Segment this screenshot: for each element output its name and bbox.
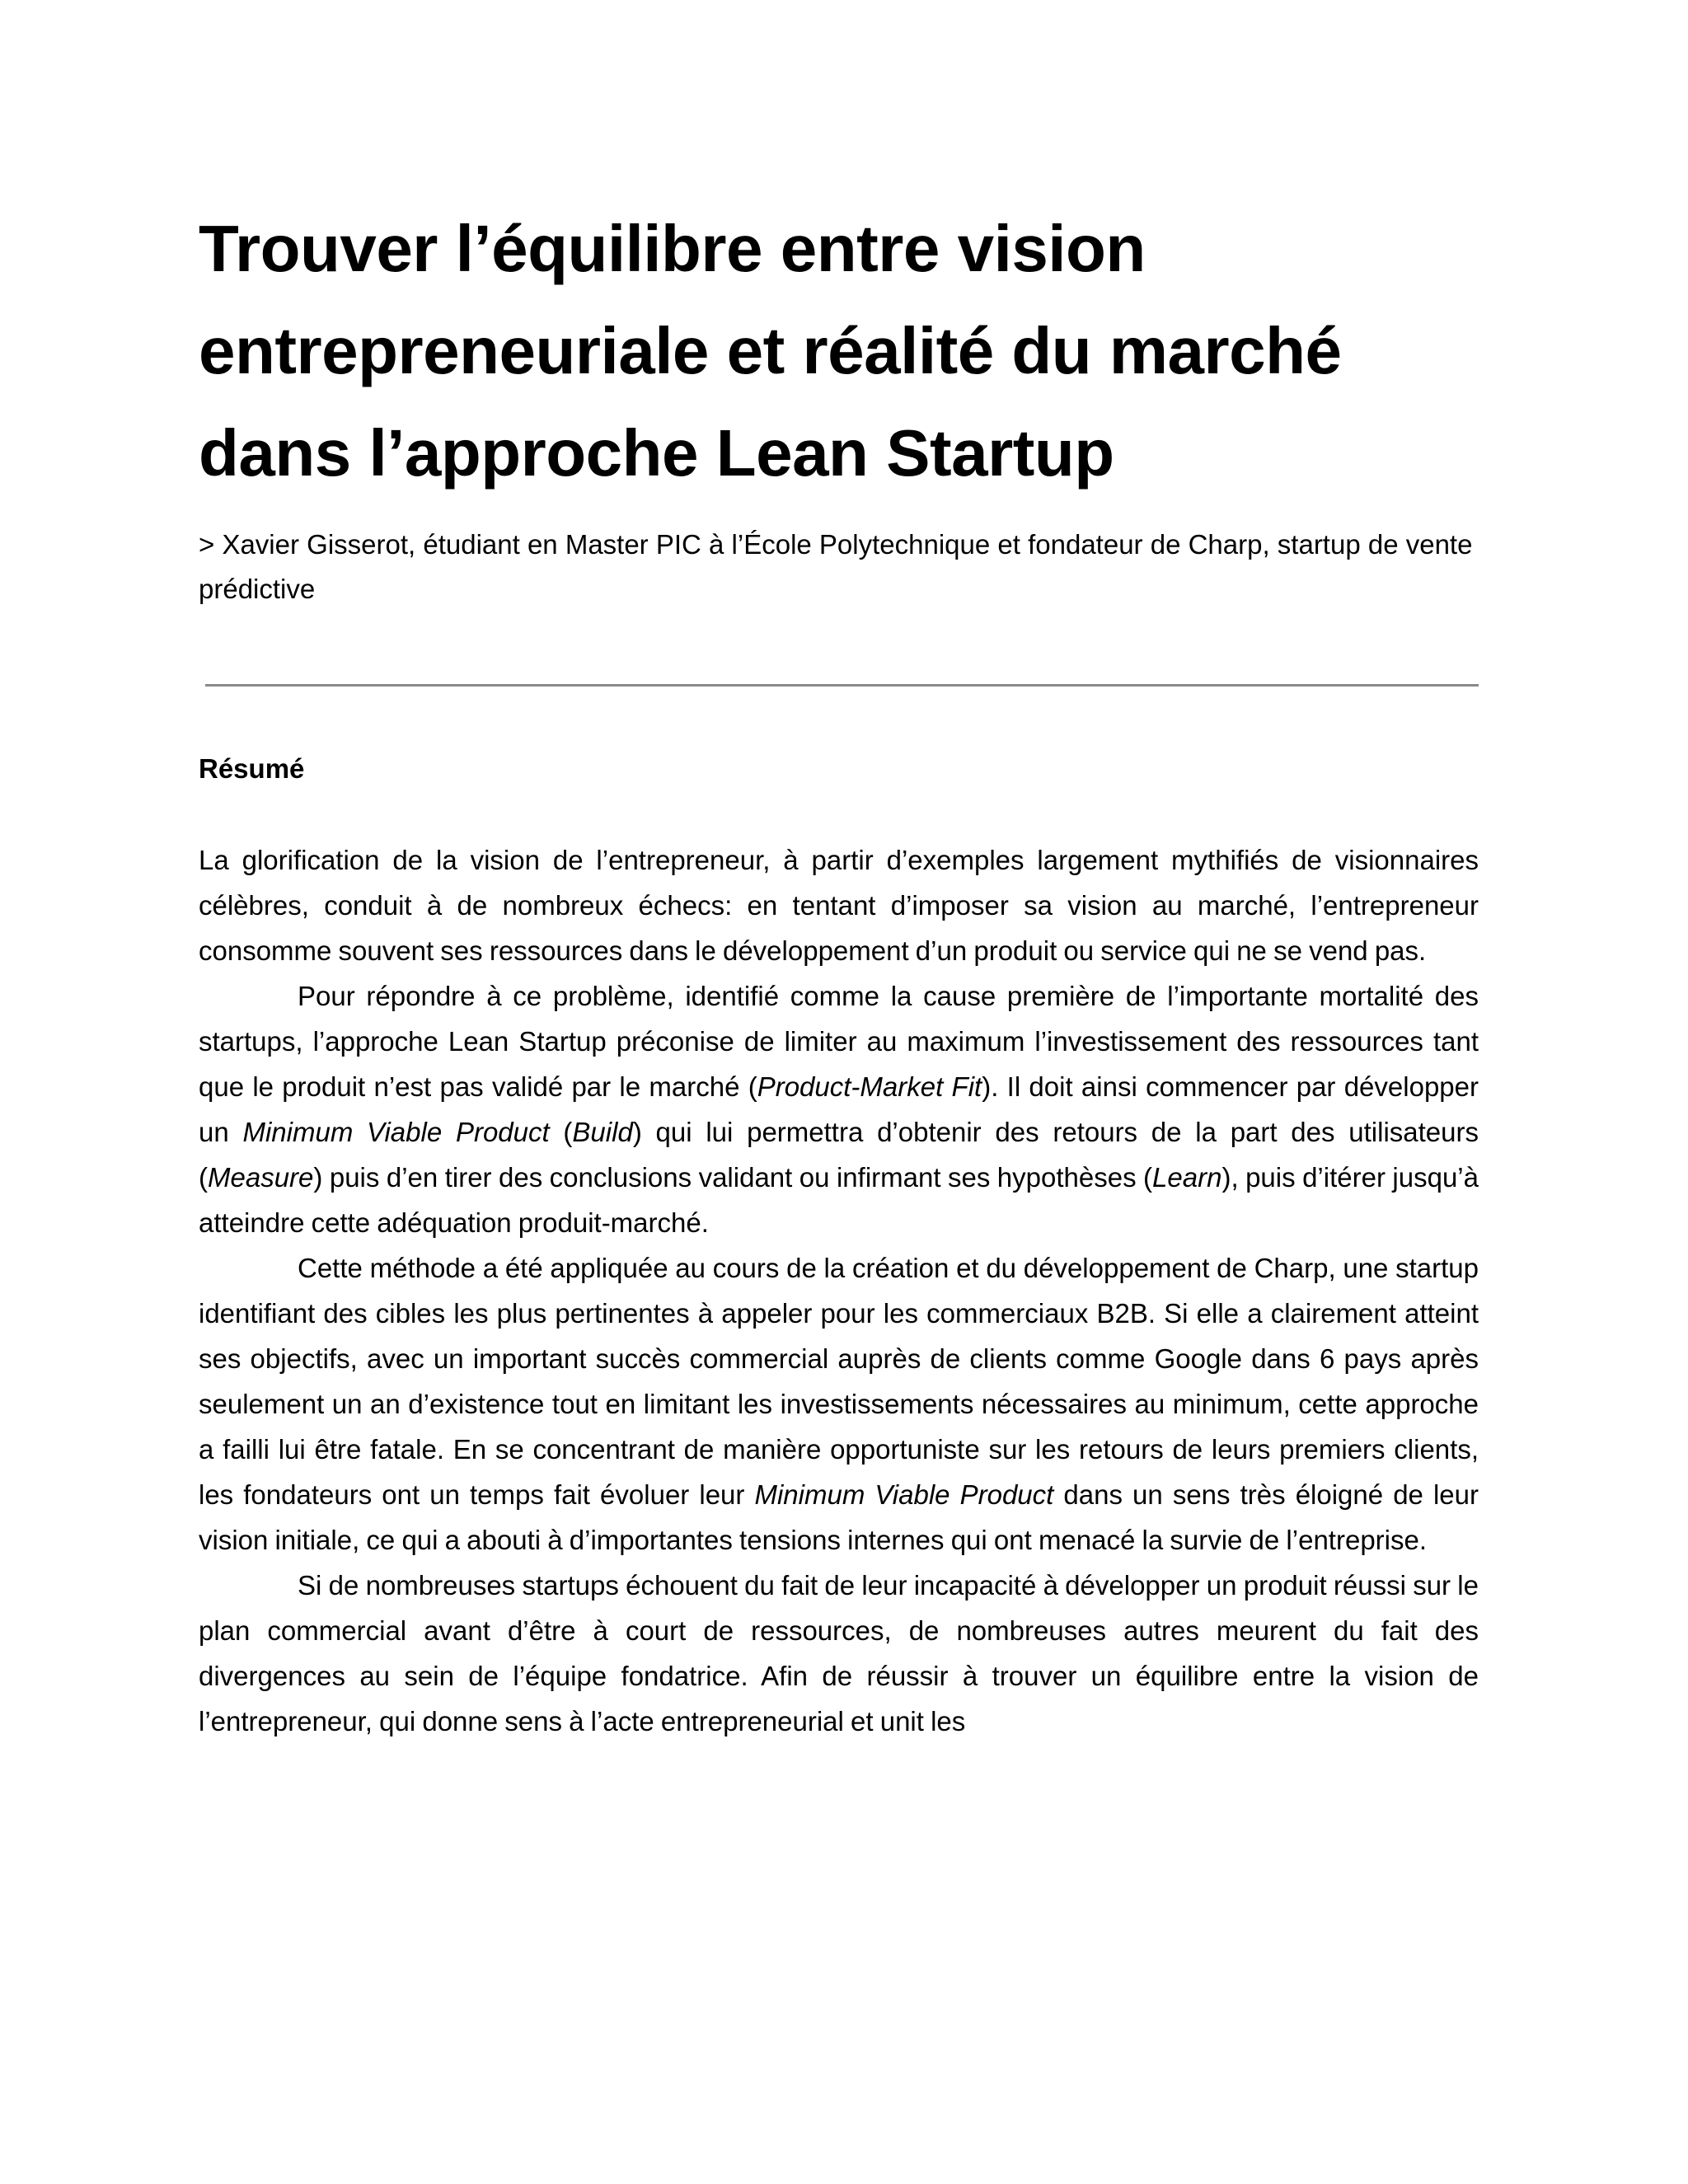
title-line: Trouver l’équilibre entre vision [199, 212, 1146, 285]
italic-term: Minimum Viable Product [242, 1117, 550, 1147]
abstract-body [199, 837, 1479, 1744]
paragraph-4: Si de nombreuses startups échouent du fait de leur incapacité à développer un produit réussi sur le plan commercial avant d’être à court de ressources, de nombreuses autres meurent du fait des divergences au sein de l’équipe fondatrice. Afin de réussir à trouver un équilibre entre la vision de l’entrepreneur, qui donne sens à l’acte entrepreneurial et unit les [199, 1570, 1479, 1736]
text-run: Cette méthode a été appliquée au cours de la création et du développement de Charp, une startup identifiant des cibles les plus pertinentes à appeler pour les commerciaux B2B. Si elle a clairement atteint ses objectifs, avec un important succès commercial auprès de clients comme Google dans 6 pays après seulement un an d’existence tout en limitant les investissements nécessaires au minimum, cette approche a failli lui être fatale. En se concentrant de manière opportuniste sur les retours de leurs premiers clients, les fondateurs ont un temps fait évoluer leur [199, 1253, 1479, 1510]
paragraph-1: La glorification de la vision de l’entrepreneur, à partir d’exemples largement mythifiés de visionnaires célèbres, conduit à de nombreux échecs: en tentant d’imposer sa vision au marché, l’entrepreneur consomme souvent ses ressources dans le développement d’un produit ou service qui ne se vend pas. [199, 845, 1479, 966]
italic-term: Minimum Viable Product [754, 1479, 1054, 1510]
text-run: dans un sens très éloigné de leur vision initiale, ce qui a abouti à d’importantes tensions internes qui ont menacé la survie de l’entreprise. [199, 1479, 1479, 1555]
italic-term: Learn [1152, 1162, 1222, 1193]
paragraph-3 [199, 1245, 1479, 1563]
italic-term: Build [572, 1117, 633, 1147]
text-run: ( [549, 1117, 573, 1147]
section-heading: Résumé [199, 753, 305, 784]
text-run: ). Il doit ainsi commencer par développer un [199, 1071, 1479, 1147]
horizontal-divider [205, 684, 1479, 687]
author-byline: > Xavier Gisserot, étudiant en Master PIC à l’École Polytechnique et fondateur de Charp, startup de vente prédictive [199, 529, 1473, 604]
text-run: ) qui lui permettra d’obtenir des retours de la part des utilisateurs ( [199, 1117, 1479, 1193]
text-run: ), puis d’itérer jusqu’à atteindre cette adéquation produit-marché. [199, 1162, 1479, 1238]
title-line: entrepreneuriale et réalité du marché [199, 314, 1342, 387]
paragraph-2 [199, 973, 1479, 1245]
italic-term: Measure [208, 1162, 314, 1193]
text-run: Pour répondre à ce problème, identifié comme la cause première de l’importante mortalité des startups, l’approche Lean Startup préconise de limiter au maximum l’investissement des ressources tant que le produit n’est pas validé par le marché ( [199, 981, 1479, 1102]
article-title [199, 198, 1484, 504]
text-run: ) puis d’en tirer des conclusions validant ou infirmant ses hypothèses ( [313, 1162, 1153, 1193]
title-line: dans l’approche Lean Startup [199, 416, 1114, 490]
italic-term: Product-Market Fit [757, 1071, 982, 1102]
